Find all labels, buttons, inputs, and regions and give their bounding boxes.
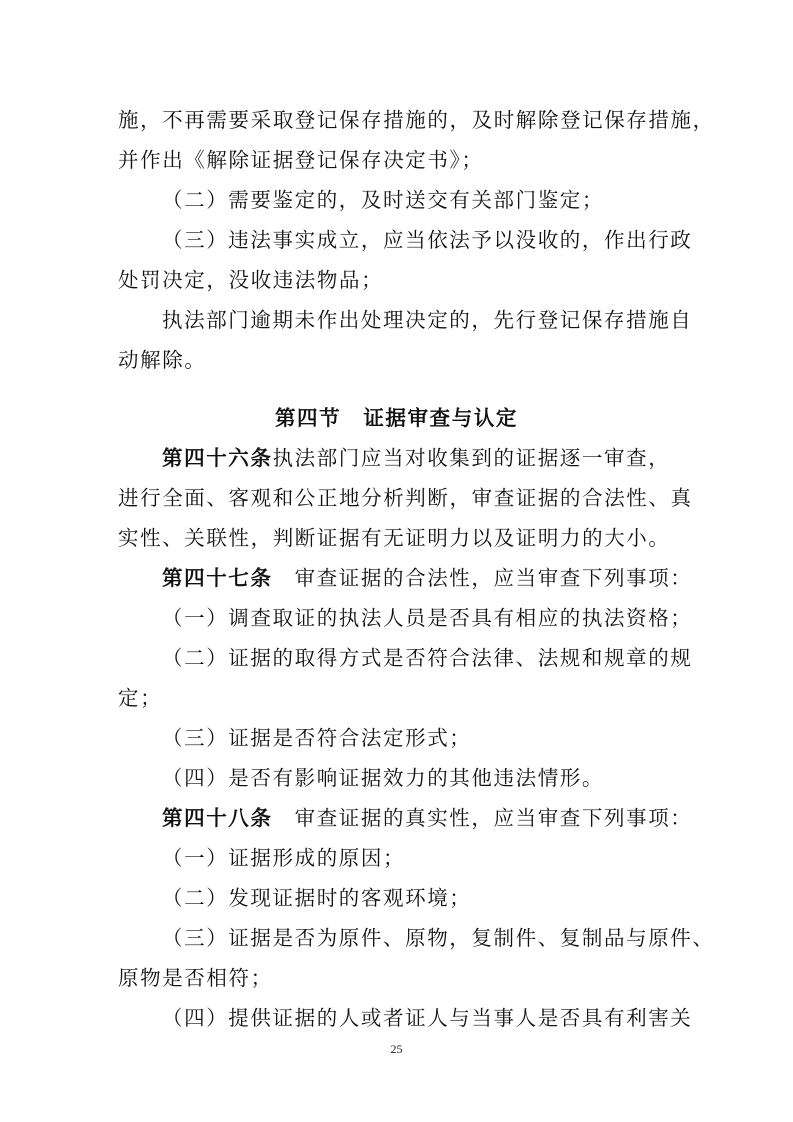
article-text: 审查证据的真实性，应当审查下列事项： [272, 806, 693, 830]
article-text: 执法部门应当对收集到的证据逐一审查， [272, 446, 671, 470]
text-line: （二）证据的取得方式是否符合法律、法规和规章的规 [162, 646, 693, 670]
text-line: 实性、关联性，判断证据有无证明力以及证明力的大小。 [118, 526, 671, 550]
text-line: 原物是否相符； [118, 966, 273, 990]
text-line: （四）提供证据的人或者证人与当事人是否具有利害关 [162, 1006, 693, 1030]
text-line: （二）发现证据时的客观环境； [162, 886, 472, 910]
section-heading: 第四节 证据审查与认定 [274, 406, 519, 430]
article-label: 第四十六条 [162, 446, 273, 470]
text-line: （四）是否有影响证据效力的其他违法情形。 [162, 766, 604, 790]
text-line: （三）证据是否符合法定形式； [162, 726, 472, 750]
article-46-line [162, 444, 678, 472]
article-48-line [162, 804, 693, 832]
text-line: 施，不再需要采取登记保存措施的，及时解除登记保存措施， [118, 108, 715, 132]
text-line: 处罚决定，没收违法物品； [118, 268, 384, 292]
text-line: （三）违法事实成立，应当依法予以没收的，作出行政 [162, 228, 693, 252]
text-line: （一）调查取证的执法人员是否具有相应的执法资格； [162, 606, 693, 630]
text-line: （三）证据是否为原件、原物，复制件、复制品与原件、 [162, 926, 715, 950]
text-line: 动解除。 [118, 348, 207, 372]
article-47-line [162, 564, 693, 592]
page-number: 25 [390, 1042, 403, 1056]
article-label: 第四十七条 [162, 566, 273, 590]
text-line: 进行全面、客观和公正地分析判断，审查证据的合法性、真 [118, 486, 693, 510]
article-text: 审查证据的合法性，应当审查下列事项： [272, 566, 693, 590]
text-line: （二）需要鉴定的，及时送交有关部门鉴定； [162, 188, 604, 212]
article-label: 第四十八条 [162, 806, 273, 830]
text-line: 并作出《解除证据登记保存决定书》； [118, 148, 484, 172]
text-line: 定； [118, 686, 163, 710]
text-line: （一）证据形成的原因； [162, 846, 406, 870]
text-line: 执法部门逾期未作出处理决定的，先行登记保存措施自 [162, 308, 693, 332]
